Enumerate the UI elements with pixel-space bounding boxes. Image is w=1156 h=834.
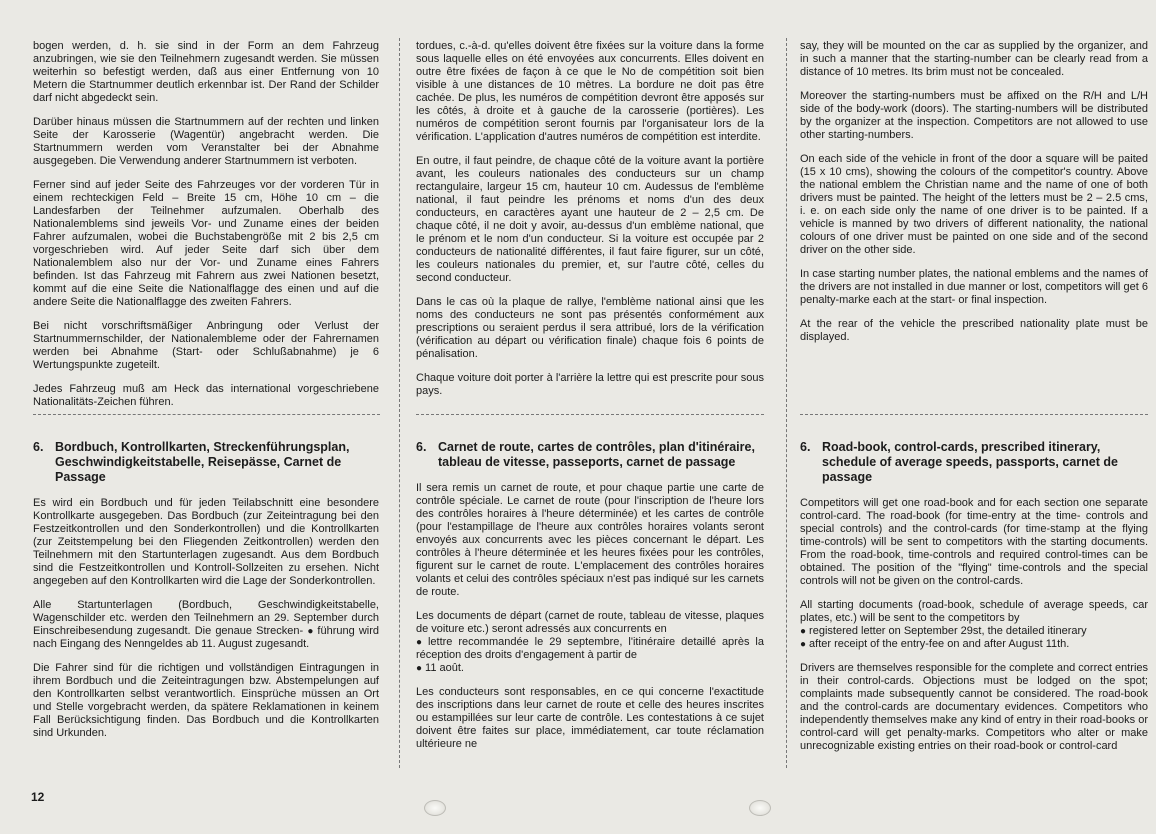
paragraph: Darüber hinaus müssen die Startnummern auf der rechten und linken Seite der Karosserie (Wagentür) angebracht werden. Die Startnummern werden vom Veranstalter bei der Abnahme ausgegeben. Die Verwendung anderer Startnummern ist verboten. [33,116,379,167]
paragraph: En outre, il faut peindre, de chaque côté de la voiture avant la portière avant, les couleurs nationales des conducteurs sur un champ rectangulaire, largeur 15 cm, hauteur 10 cm. Audessus de l'emblème national, il faut peindre les prénoms et noms d'un des deux conducteurs, en caractères ayant une hauteur de 2 – 2,5 cm. De chaque côté, il ne doit y avoir, au-dessus d'un emblème national, que le prénom et le nom d'un conducteur. Si la voiture est occupée par 2 conducteurs de nationalité différentes, il faut faire figurer, sur un côté, les couleurs nationales du premier, et, sur l'autre côté, celles du second conducteur. [416,155,764,284]
paragraph-text: führung wird nach Eingang des Nenngeldes ab 11. August zugesandt. [33,625,379,650]
paragraph: Drivers are themselves responsible for the complete and correct entries in their control-cards. Objections must be lodged on the spot; complaints made subsequently cannot be considered. The road-book and the control-cards are documentary evidences. Competitors who independently themselves make any kind of entry in their road-books or control-card will get penalty-marks. Competitors who alter or make unrecognizable existing entries on their road-book or control-card [800,662,1148,752]
column-divider [399,38,400,768]
paragraph-text: lettre recommandée le 29 septembre, l'itinéraire detaillé après la réception des droits d'engagement à partir de [416,636,764,661]
punch-hole-icon [749,800,771,816]
section-title: Carnet de route, cartes de contrôles, plan d'itinéraire, tableau de vitesse, passeports, carnet de passage [438,440,755,469]
english-column [800,40,1148,770]
paragraph: Jedes Fahrzeug muß am Heck das international vorgeschriebene Nationalitäts-Zeichen führen. [33,383,379,408]
english-section-6 [800,440,1148,764]
paragraph: Dans le cas où la plaque de rallye, l'emblème national ainsi que les noms des conducteurs ne sont pas présentés conformément aux prescriptions ou seraient perdus il sera attribué, lors de la vérification (vérification au départ ou vérification finale) chaque fois 6 points de pénalisation. [416,296,764,360]
bullet-icon: ● [416,663,423,674]
paragraph: Ferner sind auf jeder Seite des Fahrzeuges vor der vorderen Tür in einem rechteckigen Feld – Breite 15 cm, Höhe 10 cm – die Landesfarben der Teilnehmer aufzumalen. Oberhalb des Nationalemblems sind jeweils Vor- und Zuname eines der beiden Fahrer aufzumalen, wobei die Buchstabengröße mit 2 bis 2,5 cm vorgeschrieben wird. Auf jeder Seite darf sich über dem Nationalemblem also nur der Vor- und Zuname eines Fahrers befinden. Ist das Fahrzeug mit Fahrern aus zwei Nationen besetzt, kommt auf die eine Seite die Nationalflagge des einen und auf die andere Seite die Nationalflagge des zweiten Fahrers. [33,179,379,308]
section-divider [416,414,764,415]
paragraph-text: after receipt of the entry-fee on and after August 11th. [809,638,1070,650]
german-column [33,40,379,770]
french-column [416,40,764,770]
bullet-icon: ● [416,637,425,648]
paragraph-text: Alle Startunterlagen (Bordbuch, Geschwindigkeitstabelle, Wagenschilder etc. werden den Teilnehmern an 29. September durch Einschreibesendung zugesandt. Die genaue Strecken- [33,599,379,637]
section-heading [416,440,764,470]
paragraph: Bei nicht vorschriftsmäßiger Anbringung oder Verlust der Startnummernschilder, der Nationalembleme oder der Fahrernamen werden bei Abnahme (Start- oder Schlußabnahme) je 6 Wertungspunkte zugeteilt. [33,320,379,371]
paragraph: Les conducteurs sont responsables, en ce qui concerne l'exactitude des inscriptions dans leur carnet de route et celle des heures inscrites ou estampillées sur leur carte de contrôle. Les contestations à ce sujet doivent être faites sur place, immédiatement, car toute réclamation ultérieure ne [416,686,764,750]
section-heading [800,440,1148,485]
bullet-icon: ● [307,626,315,637]
bullet-icon: ● [800,639,807,650]
paragraph: Chaque voiture doit porter à l'arrière la lettre qui est prescrite pour sous pays. [416,372,764,397]
paragraph: In case starting number plates, the national emblems and the names of the drivers are not installed in due manner or lost, competitors will get 6 penalty-marke each at the start- or final inspection. [800,268,1148,306]
paragraph: Die Fahrer sind für die richtigen und vollständigen Eintragungen in ihrem Bordbuch und die Zeiteintragungen bzw. Abstempelungen auf den Kontrollkarten selbst verantwortlich. Einsprüche müssen an Ort und Stelle vorgebracht werden, da spätere Reklamationen in keinem Fall Berücksichtigung finden. Das Bordbuch und die Kontrollkarten sind Urkunden. [33,662,379,739]
german-section-6 [33,440,379,751]
paragraph [800,599,1148,651]
paragraph [416,610,764,675]
german-upper-text [33,40,379,410]
paragraph-text: registered letter on September 29st, the detailed itinerary [809,625,1087,637]
page-number: 12 [31,790,45,804]
paragraph: say, they will be mounted on the car as supplied by the organizer, and in such a manner that the starting-number can be clearly read from a distance of 10 metres. Its brim must not be concealed. [800,40,1148,78]
section-number: 6. [416,440,427,454]
paragraph-text: Les documents de départ (carnet de route, tableau de vitesse, plaques de voiture etc.) seront adressés aux concurrents en [416,610,764,635]
section-number: 6. [800,440,811,454]
english-upper-text [800,40,1148,410]
section-title: Road-book, control-cards, prescribed itinerary, schedule of average speeds, passports, carnet de passage [822,440,1118,484]
french-upper-text [416,40,764,410]
paragraph-text: 11 août. [425,662,464,674]
punch-hole-icon [424,800,446,816]
paragraph: tordues, c.-à-d. qu'elles doivent être fixées sur la voiture dans la forme sous laquelle elles on été envoyées aux concurrents. Elles doivent en outre être fixées de façon à ce que le No de compétition soit bien visible à une distances de 10 mètres. La bordure ne doit pas être cachée. De plus, les numéros de compétition devront être apposés sur les côtés, à droite et à gauche de la carosserie (portières). Les numéros de compétition seront fournis par l'organisateur lors de la vérification. L'application d'autres numéros de compétition est interdite. [416,40,764,143]
column-divider [786,38,787,768]
paragraph: Competitors will get one road-book and for each section one separate control-card. The road-book (for time-entry at the time- controls and special controls) and the control-cards (for time-stamp at the flying time-controls) will be sent to competitors with the starting documents. From the road-book, time-controls and required control-times can be obtained. The position of the "flying" time-controls and the special controls will not be given on the control-cards. [800,497,1148,587]
section-title: Bordbuch, Kontrollkarten, Streckenführungsplan, Geschwindigkeitstabelle, Reisepässe, Carnet de Passage [55,440,350,484]
paragraph: On each side of the vehicle in front of the door a square will be paited (15 x 10 cms), showing the colours of the competitor's country. Above the national emblem the Christian name and the name of one of both drivers must be painted. The height of the letters must be 2 – 2.5 cms, i. e. on each side only the name of one driver is to be painted. If a vehicle is manned by two drivers of different nationality, the national colours of one driver must be painted on one side and of the second driver on the other side. [800,153,1148,256]
paragraph: Es wird ein Bordbuch und für jeden Teilabschnitt eine besondere Kontrollkarte ausgegeben. Das Bordbuch (zur Zeiteintragung bei den Festzeitkontrollen und den Sonderkontrollen) und die Kontrollkarten (zur Zeitstempelung bei den Fliegenden Zeitkontrollen) werden den Teilnehmern mit den Startunterlagen zugesandt. Aus dem Bordbuch sind die Festzeitkontrollen und Kontroll-Sollzeiten zu ersehen. Nicht angegeben auf den Kontrollkarten wird die Lage der Sonderkontrollen. [33,497,379,587]
paragraph [33,599,379,651]
section-divider [800,414,1148,415]
paragraph: Moreover the starting-numbers must be affixed on the R/H and L/H side of the body-work (doors). The starting-numbers will be distributed by the organizer at the inspection. Competitors are not allowed to use other starting-numbers. [800,90,1148,141]
section-number: 6. [33,440,44,454]
section-heading [33,440,379,485]
paragraph: bogen werden, d. h. sie sind in der Form an dem Fahrzeug anzubringen, wie sie den Teilnehmern zugesandt werden. Sie müssen weiterhin so befestigt werden, daß aus einer Entfernung von 10 Metern die Startnummer deutlich erkennbar ist. Der Rand der Schilder darf nicht abgedeckt sein. [33,40,379,104]
paragraph: Il sera remis un carnet de route, et pour chaque partie une carte de contrôle spéciale. Le carnet de route (pour l'inscription de l'heure lors des contrôles horaires à l'heure déterminée) et les cartes de contrôle (pour l'estampillage de l'heure aux contrôles horaires volants seront envoyés aux concurrents avec les pièces concernant le départ. Les contrôles à l'heure déterminée et les heures fixées pour les contrôles, figurent sur le carnet de route. L'emplacement des contrôles horaires volants et celui des contrôles spéciaux n'est pas indiqué sur les carnets de route. [416,482,764,598]
paragraph: At the rear of the vehicle the prescribed nationality plate must be displayed. [800,318,1148,343]
section-divider [33,414,380,415]
french-section-6 [416,440,764,762]
bullet-icon: ● [800,626,807,637]
paragraph-text: All starting documents (road-book, schedule of average speeds, car plates, etc.) will be sent to the competitors by [800,599,1148,624]
